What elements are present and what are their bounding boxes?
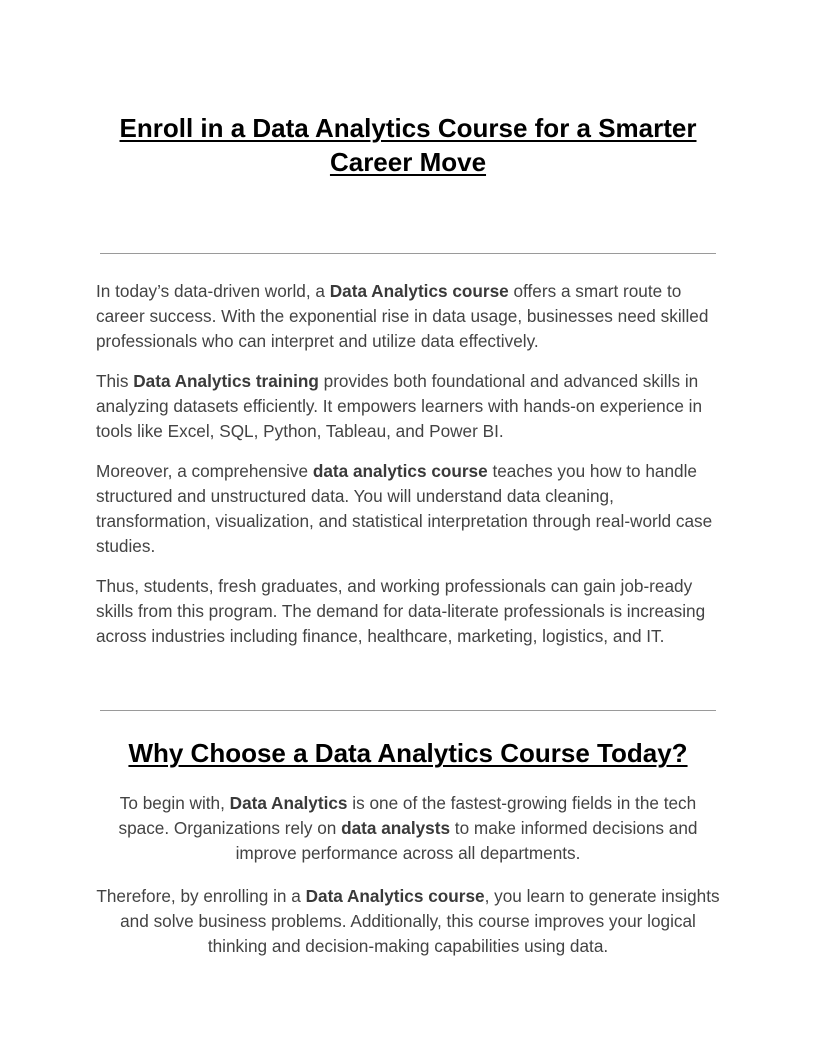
intro-p3-text-1: Moreover, a comprehensive <box>96 461 313 481</box>
intro-paragraph-4 <box>96 574 726 649</box>
intro-p1-text-2: offers a smart route to career success. With the exponential rise in data usage, businesses need skilled professionals who can interpret and utilize data effectively. <box>96 281 709 351</box>
why-p2-text-1: Therefore, by enrolling in a <box>96 886 306 906</box>
intro-p3-text-2: teaches you how to handle structured and unstructured data. You will understand data cleaning, transformation, visualization, and statistical interpretation through real-world case studies. <box>96 461 713 556</box>
intro-p2-text-2: provides both foundational and advanced skills in analyzing datasets efficiently. It empowers learners with hands-on experience in tools like Excel, SQL, Python, Tableau, and Power BI. <box>96 371 703 441</box>
page-title: Enroll in a Data Analytics Course for a Smarter Career Move <box>119 113 697 177</box>
why-p2-text-2: , you learn to generate insights and solve business problems. Additionally, this course improves your logical thinking and decision-making capabilities using data. <box>120 886 720 956</box>
intro-paragraph-1 <box>96 279 726 354</box>
why-paragraph-2 <box>96 884 720 959</box>
intro-p2-text-1: This <box>96 371 134 391</box>
intro-paragraph-3 <box>96 459 726 559</box>
intro-p1-text-1: In today’s data-driven world, a <box>96 281 330 301</box>
intro-p3-bold-1: data analytics course <box>312 461 488 481</box>
why-p2-bold-1: Data Analytics course <box>305 886 485 906</box>
why-choose-section <box>96 791 720 977</box>
intro-section <box>96 279 726 664</box>
intro-p2-bold-1: Data Analytics training <box>133 371 319 391</box>
divider-middle <box>100 710 716 711</box>
why-p1-bold-1: Data Analytics <box>229 793 348 813</box>
intro-p1-bold-1: Data Analytics course <box>329 281 509 301</box>
why-p1-text-2: is one of the fastest-growing fields in the tech space. Organizations rely on <box>118 793 697 838</box>
section-heading-why-choose: Why Choose a Data Analytics Course Today? <box>128 738 688 768</box>
why-p1-text-1: To begin with, <box>119 793 230 813</box>
why-p1-bold-2: data analysts <box>341 818 451 838</box>
intro-p4-text-1: Thus, students, fresh graduates, and working professionals can gain job-ready skills from this program. The demand for data-literate professionals is increasing across industries including finance, healthcare, marketing, logistics, and IT. <box>96 576 706 646</box>
intro-paragraph-2 <box>96 369 726 444</box>
why-p1-text-3: to make informed decisions and improve performance across all departments. <box>235 818 698 863</box>
divider-top <box>100 253 716 254</box>
why-paragraph-1 <box>96 791 720 866</box>
